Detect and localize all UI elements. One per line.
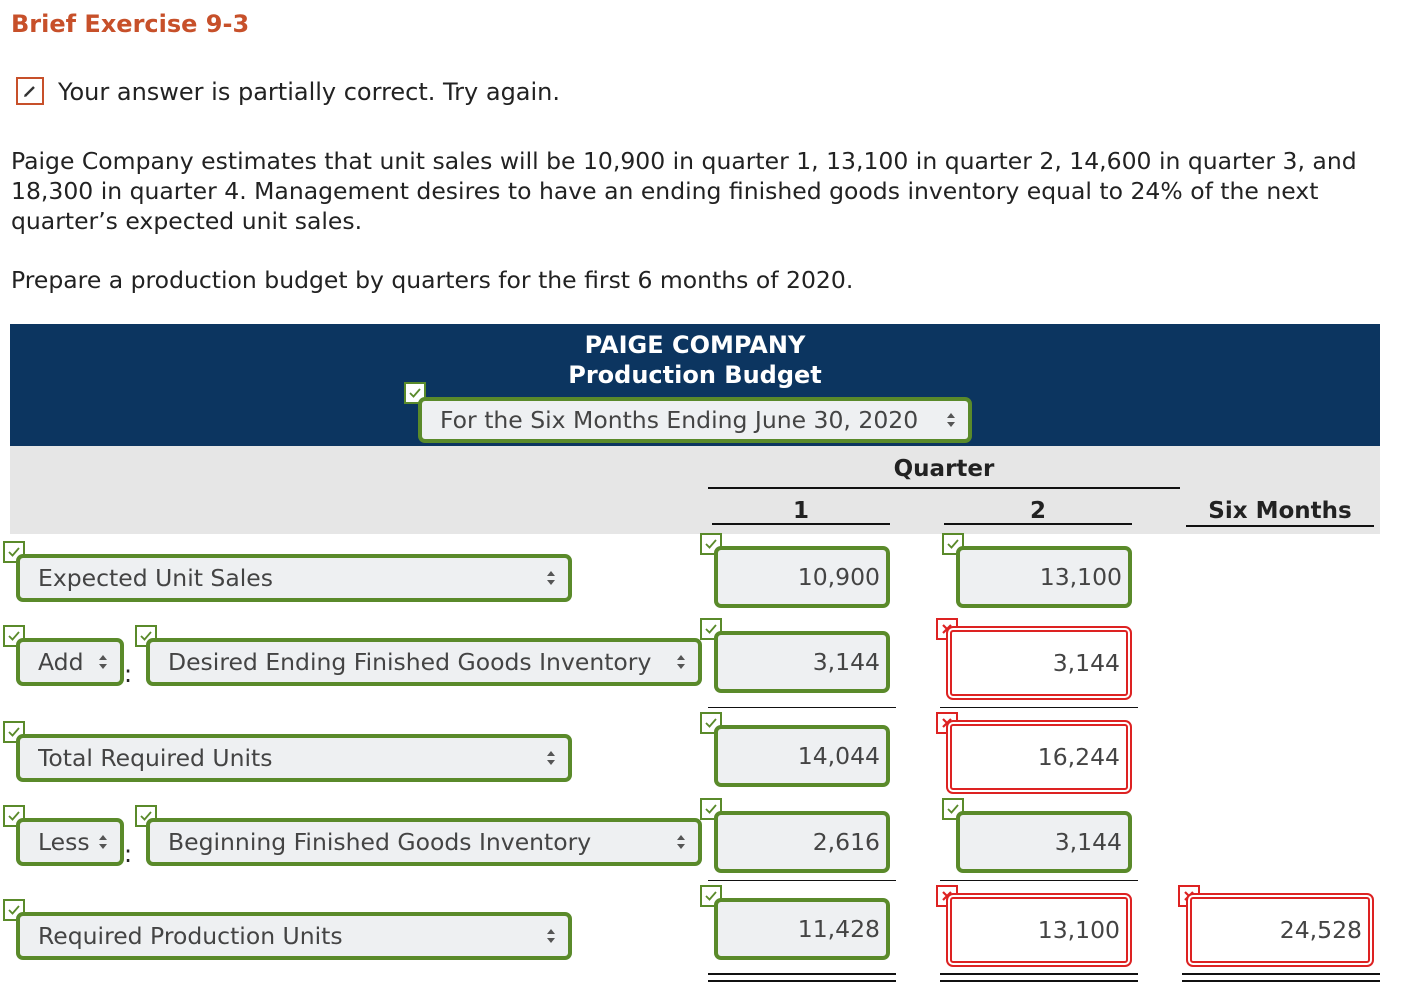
q2-ending-inventory-input[interactable]: 3,144 xyxy=(946,626,1132,700)
q1-required-production-input[interactable]: 11,428 xyxy=(714,898,890,960)
q2-expected-sales-input[interactable]: 13,100 xyxy=(956,546,1132,608)
divider xyxy=(712,523,890,525)
divider xyxy=(940,707,1138,708)
exercise-title: Brief Exercise 9-3 xyxy=(11,10,250,38)
select-arrows-icon xyxy=(544,567,558,589)
q2-total-required-input[interactable]: 16,244 xyxy=(946,720,1132,794)
row-label: Expected Unit Sales xyxy=(38,564,273,592)
divider xyxy=(1186,525,1374,527)
row-label: Desired Ending Finished Goods Inventory xyxy=(168,648,652,676)
row-label-select[interactable] xyxy=(16,734,572,782)
double-underline xyxy=(1182,973,1380,982)
double-underline xyxy=(708,973,896,982)
row-label: Beginning Finished Goods Inventory xyxy=(168,828,592,856)
select-arrows-icon xyxy=(944,409,958,431)
six-months-required-production-input[interactable]: 24,528 xyxy=(1186,893,1374,967)
row-label: Required Production Units xyxy=(38,922,343,950)
problem-text: Paige Company estimates that unit sales will be 10,900 in quarter 1, 13,100 in quarter 2, 14,600 in quarter 3, and 18,300 in quarter 4. Management desires to have an ending finished goods inventory equal to 24% of the next quarter’s expected unit sales. xyxy=(11,147,1357,235)
select-arrows-icon xyxy=(544,747,558,769)
row-label-select[interactable] xyxy=(146,818,702,866)
col-q2-header: 2 xyxy=(1029,498,1046,524)
operator-label: Add xyxy=(38,648,84,676)
operator-select[interactable] xyxy=(16,818,124,866)
colon-separator: : xyxy=(124,840,133,868)
select-arrows-icon xyxy=(674,831,688,853)
instruction-text: Prepare a production budget by quarters for the first 6 months of 2020. xyxy=(11,266,854,294)
row-label-select[interactable] xyxy=(16,912,572,960)
row-label: Total Required Units xyxy=(38,744,273,772)
select-arrows-icon xyxy=(96,651,110,673)
double-underline xyxy=(940,973,1138,982)
feedback-message: Your answer is partially correct. Try again. xyxy=(58,78,561,106)
quarter-header: Quarter xyxy=(893,456,995,482)
divider xyxy=(708,880,896,881)
divider xyxy=(708,487,1180,489)
select-arrows-icon xyxy=(96,831,110,853)
colon-separator: : xyxy=(124,660,133,688)
divider xyxy=(944,523,1132,525)
row-label-select[interactable] xyxy=(16,554,572,602)
q1-beginning-inventory-input[interactable]: 2,616 xyxy=(714,811,890,873)
period-select-label: For the Six Months Ending June 30, 2020 xyxy=(440,406,919,434)
operator-select[interactable] xyxy=(16,638,124,686)
select-arrows-icon xyxy=(674,651,688,673)
q2-required-production-input[interactable]: 13,100 xyxy=(946,893,1132,967)
operator-label: Less xyxy=(38,828,90,856)
divider xyxy=(708,707,896,708)
col-six-months-header: Six Months xyxy=(1208,498,1352,524)
period-select[interactable] xyxy=(418,397,972,443)
divider xyxy=(940,880,1138,881)
q1-total-required-input[interactable]: 14,044 xyxy=(714,725,890,787)
company-name: PAIGE COMPANY xyxy=(584,331,806,359)
pencil-icon xyxy=(16,77,44,105)
budget-title: Production Budget xyxy=(568,361,822,389)
row-label-select[interactable] xyxy=(146,638,702,686)
q1-ending-inventory-input[interactable]: 3,144 xyxy=(714,631,890,693)
select-arrows-icon xyxy=(544,925,558,947)
q1-expected-sales-input[interactable]: 10,900 xyxy=(714,546,890,608)
q2-beginning-inventory-input[interactable]: 3,144 xyxy=(956,811,1132,873)
col-q1-header: 1 xyxy=(792,498,809,524)
